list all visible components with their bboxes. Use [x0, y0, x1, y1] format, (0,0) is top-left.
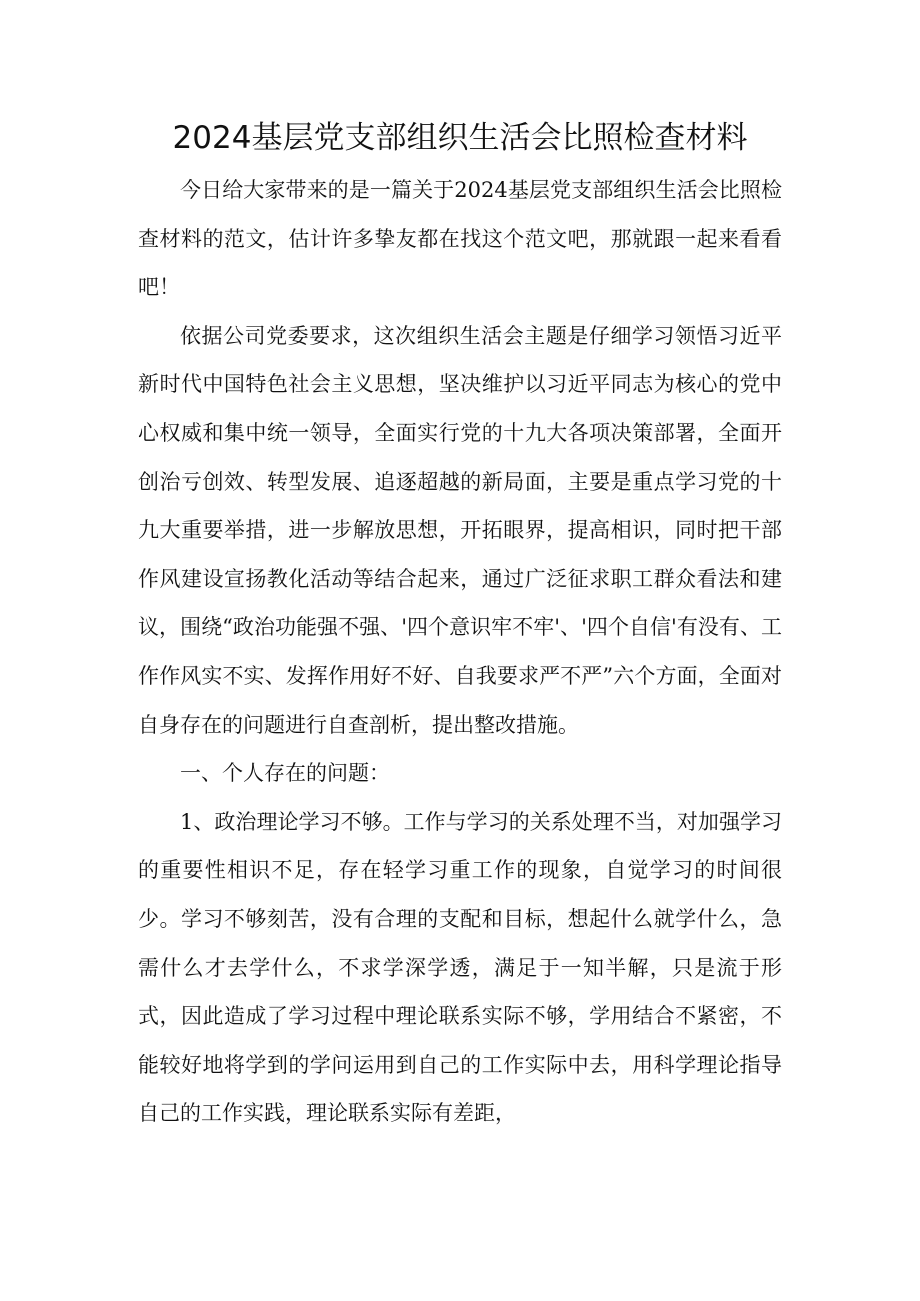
- section-heading: 一、个人存在的问题：: [180, 761, 390, 786]
- document-title: 2024基层党支部组织生活会比照检查材料: [172, 120, 748, 156]
- background-paragraph: 依据公司党委要求，这次组织生活会主题是仔细学习领悟习近平新时代中国特色社会主义思想，坚决维护以习近平同志为核心的党中心权威和集中统一领导，全面实行党的十九大各项决策部署，全面开创治亏创效、转型发展、追逐超越的新局面，主要是重点学习党的十九大重要举措，进一步解放思想，开拓眼界，提高相识，同时把干部作风建设宣扬教化活动等结合起来，通过广泛征求职工群众看法和建议，围绕“政治功能强不强、'四个意识牢不牢'、'四个自信'有没有、工作作风实不实、发挥作用好不好、自我要求严不严”六个方面，全面对自身存在的问题进行自查剖析，提出整改措施。: [138, 323, 782, 737]
- document-body: [138, 166, 782, 1138]
- issue-paragraph: 1、政治理论学习不够。工作与学习的关系处理不当，对加强学习的重要性相识不足，存在轻学习重工作的现象，自觉学习的时间很少。学习不够刻苦，没有合理的支配和目标，想起什么就学什么，急需什么才去学什么，不求学深学透，满足于一知半解，只是流于形式，因此造成了学习过程中理论联系实际不够，学用结合不紧密，不能较好地将学到的学问运用到自己的工作实际中去，用科学理论指导自己的工作实践，理论联系实际有差距，: [138, 809, 782, 1126]
- intro-paragraph: 今日给大家带来的是一篇关于2024基层党支部组织生活会比照检查材料的范文，估计许多挚友都在找这个范文吧，那就跟一起来看看吧！: [138, 178, 782, 300]
